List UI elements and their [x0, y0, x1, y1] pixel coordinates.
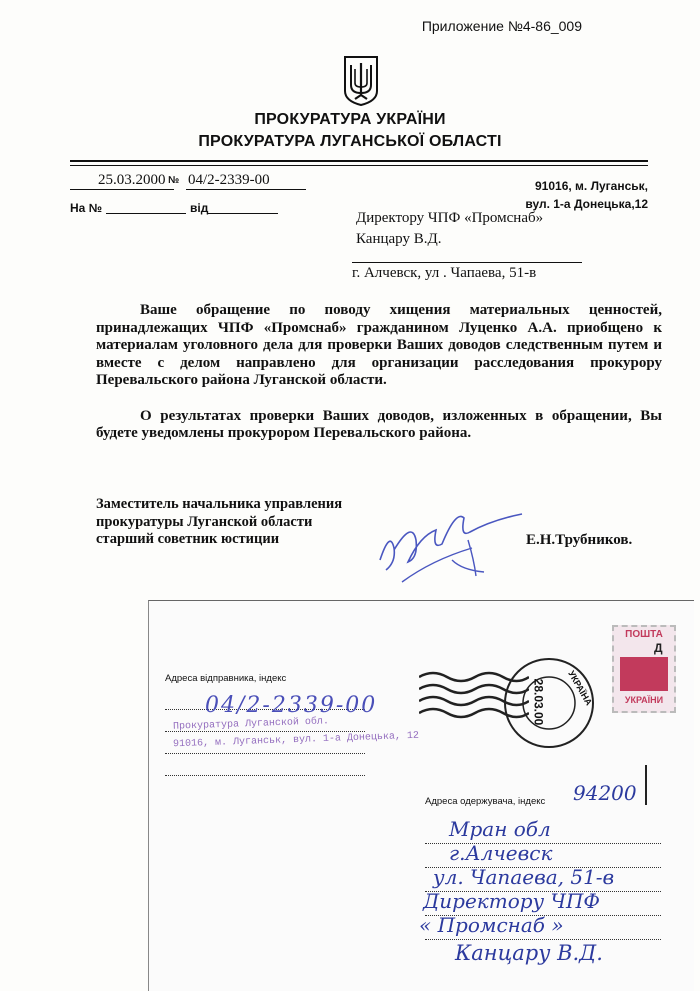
envelope-recipient-line-3: ул. Чапаева, 51-в: [433, 865, 615, 889]
envelope-recipient-line-1: Мран обл: [449, 817, 551, 841]
envelope: [148, 600, 694, 991]
attachment-label: Приложение №4-86_009: [421, 18, 582, 34]
sender-stamp-line1: Прокуратура Луганской обл.: [172, 716, 330, 733]
signer-title: [96, 496, 342, 549]
sender-address-line1: 91016, м. Луганськ,: [535, 179, 648, 193]
recipient-title: Директору ЧПФ «Промснаб»: [356, 210, 544, 226]
letter-body: [96, 302, 662, 461]
envelope-recipient-line-5: « Промснаб »: [419, 913, 564, 937]
sender-address-line2: вул. 1-а Донецька,12: [525, 197, 648, 211]
sender-address: [525, 177, 648, 213]
trident-emblem-icon: [343, 55, 379, 107]
in-reply-label: На №: [70, 201, 103, 215]
envelope-handwritten-number: 04/2-2339-00: [205, 693, 378, 718]
signer-title-line2: прокуратуры Луганской области: [96, 513, 313, 530]
envelope-recipient-label: Адреса одержувача, індекс: [425, 796, 546, 807]
reply-date-line: [208, 213, 278, 214]
date-underline: [70, 189, 174, 190]
envelope-sender-line-4: [165, 775, 365, 776]
recipient-dotline-5: [425, 939, 661, 940]
reply-number-line: [106, 213, 186, 214]
stamp-bottom-text: УКРАЇНИ: [624, 695, 664, 705]
envelope-sender-line-3: [165, 753, 365, 754]
recipient-block: [356, 208, 543, 250]
signer-title-line3: старший советник юстиции: [96, 531, 280, 547]
number-label: №: [168, 175, 180, 186]
from-label: від: [190, 201, 209, 215]
postage-stamp: [612, 625, 676, 713]
stamp-image: [620, 657, 668, 691]
stamp-top-text: ПОШТА: [625, 629, 663, 640]
stamp-letter: Д: [654, 641, 663, 655]
recipient-address: г. Алчевск, ул . Чапаева, 51-в: [352, 265, 537, 281]
envelope-recipient-line-2: г.Алчевск: [449, 841, 553, 865]
signer-name: Е.Н.Трубников.: [526, 532, 633, 548]
handwritten-signature-icon: [372, 500, 532, 595]
envelope-recipient-line-6: Канцару В.Д.: [455, 941, 603, 965]
reply-reference: [70, 201, 102, 215]
postmark-date: 28.03.00: [531, 678, 546, 726]
letterhead-subtitle: ПРОКУРАТУРА ЛУГАНСЬКОЇ ОБЛАСТІ: [198, 133, 502, 150]
header-divider-thin: [70, 165, 648, 166]
sender-stamp-line2: 91016, м. Луганськ, вул. 1-а Донецька, 12: [172, 730, 420, 751]
index-box-mark: [645, 765, 647, 805]
envelope-recipient-index: 94200: [573, 781, 637, 805]
letter-date: 25.03.2000: [98, 172, 166, 188]
envelope-recipient-line-4: Директору ЧПФ: [423, 889, 600, 913]
body-paragraph-2: О результатах проверки Ваших доводов, изложенных в обращении, Вы будете уведомлены прокурором Перевальского района.: [96, 407, 662, 441]
body-paragraph-1: Ваше обращение по поводу хищения материальных ценностей, принадлежащих ЧПФ «Промснаб» гражданином Луценко А.А. приобщено к материалам уголовного дела для проверки Ваших доводов следственным путем и вместе с делом направлено для организации расследования прокурору Перевальского района Луганской области.: [96, 302, 662, 388]
header-divider: [70, 160, 648, 162]
signer-title-line1: Заместитель начальника управления: [96, 496, 343, 512]
envelope-sender-label: Адреса відправника, індекс: [165, 673, 287, 684]
letterhead-title: ПРОКУРАТУРА УКРАЇНИ: [254, 111, 446, 128]
letter-number: 04/2-2339-00: [188, 172, 270, 188]
number-underline: [186, 189, 306, 190]
postmark-country: УКРАЇНА: [566, 668, 595, 708]
recipient-name: Канцару В.Д.: [356, 231, 442, 247]
recipient-underline: [352, 262, 582, 263]
